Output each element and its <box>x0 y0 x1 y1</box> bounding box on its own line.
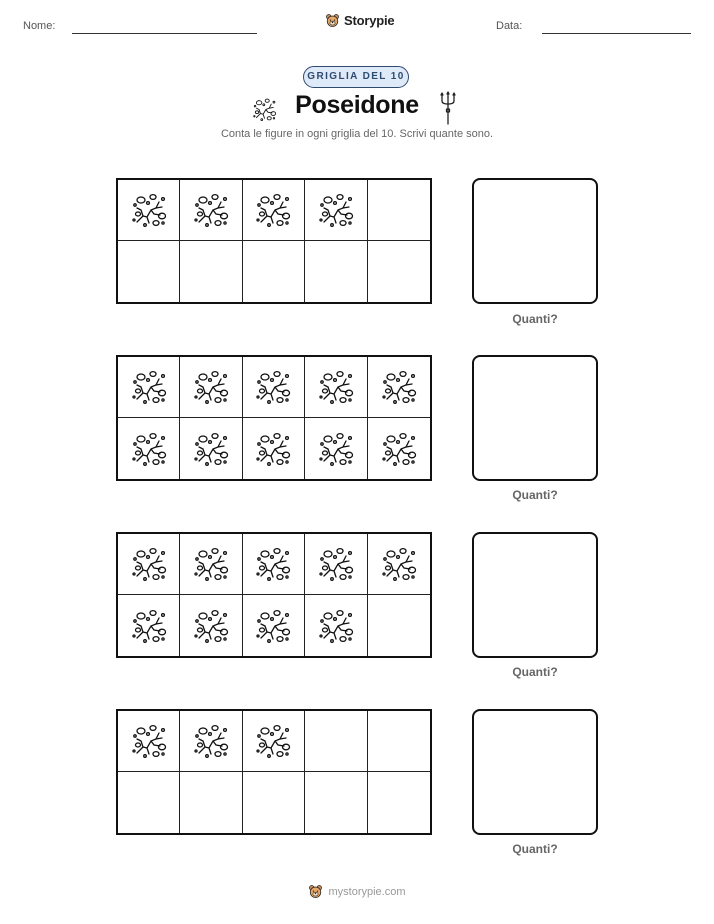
ten-frame-cell <box>118 534 180 595</box>
ten-frame-cell <box>180 595 242 656</box>
ten-frame-cell <box>305 241 367 302</box>
cracked-rock-icon <box>253 367 293 407</box>
answer-box-4[interactable] <box>472 709 598 835</box>
cracked-rock-icon <box>379 429 419 469</box>
cracked-rock-icon <box>253 429 293 469</box>
ten-frame-cell <box>180 241 242 302</box>
ten-frame-cell <box>305 357 367 418</box>
ten-frame-cell <box>368 418 430 479</box>
ten-frame-cell <box>368 595 430 656</box>
ten-frame-4 <box>116 709 432 835</box>
ten-frame-1 <box>116 178 432 304</box>
worksheet-type-badge: GRIGLIA DEL 10 <box>303 66 409 88</box>
title-row <box>0 91 714 125</box>
ten-frame-cell <box>368 711 430 772</box>
ten-frame-cell <box>243 180 305 241</box>
page-title: Poseidone <box>295 91 419 119</box>
cracked-rock-icon <box>316 367 356 407</box>
ten-frame-cell <box>118 180 180 241</box>
cracked-rock-icon <box>316 190 356 230</box>
ten-frame-2 <box>116 355 432 481</box>
instructions: Conta le figure in ogni griglia del 10. Scrivi quante sono. <box>220 128 494 140</box>
cracked-rock-icon <box>191 190 231 230</box>
storypie-bear-icon <box>308 884 323 899</box>
answer-box-2[interactable] <box>472 355 598 481</box>
ten-frame-cell <box>368 534 430 595</box>
ten-frame-cell <box>180 711 242 772</box>
cracked-rock-icon <box>191 721 231 761</box>
footer-url: mystorypie.com <box>328 885 406 898</box>
brand-logo <box>325 13 394 28</box>
ten-frame-cell <box>180 418 242 479</box>
ten-frame-cell <box>243 357 305 418</box>
cracked-rock-icon <box>253 606 293 646</box>
ten-frame-cell <box>368 180 430 241</box>
answer-label-1: Quanti? <box>512 312 558 326</box>
cracked-rock-icon <box>191 606 231 646</box>
ten-frame-cell <box>180 357 242 418</box>
cracked-rock-icon <box>129 190 169 230</box>
cracked-rock-icon <box>253 544 293 584</box>
cracked-rock-icon <box>316 544 356 584</box>
ten-frame-cell <box>118 241 180 302</box>
ten-frame-3 <box>116 532 432 658</box>
cracked-rock-icon <box>316 606 356 646</box>
ten-frame-cell <box>305 534 367 595</box>
cracked-rock-icon <box>253 721 293 761</box>
cracked-rock-icon <box>129 544 169 584</box>
ten-frame-cell <box>243 241 305 302</box>
date-label: Data: <box>496 20 523 32</box>
date-field[interactable] <box>542 33 691 34</box>
cracked-rock-icon <box>253 190 293 230</box>
cracked-rock-icon <box>129 429 169 469</box>
ten-frame-cell <box>118 711 180 772</box>
ten-frame-cell <box>243 595 305 656</box>
trident-icon <box>440 91 456 125</box>
ten-frame-cell <box>305 595 367 656</box>
ten-frame-cell <box>305 711 367 772</box>
ten-frame-cell <box>118 595 180 656</box>
cracked-rock-icon <box>129 721 169 761</box>
name-field[interactable] <box>72 33 257 34</box>
cracked-rock-icon <box>191 367 231 407</box>
cracked-rock-icon <box>129 606 169 646</box>
ten-frame-cell <box>243 534 305 595</box>
answer-box-3[interactable] <box>472 532 598 658</box>
answer-label-4: Quanti? <box>512 842 558 856</box>
ten-frame-cell <box>368 241 430 302</box>
ten-frame-cell <box>243 711 305 772</box>
ten-frame-cell <box>243 772 305 833</box>
answer-label-2: Quanti? <box>512 488 558 502</box>
cracked-rock-icon <box>379 367 419 407</box>
storypie-bear-icon <box>325 13 340 28</box>
ten-frame-cell <box>243 418 305 479</box>
ten-frame-cell <box>118 357 180 418</box>
cracked-rock-icon <box>316 429 356 469</box>
ten-frame-cell <box>305 772 367 833</box>
cracked-rock-icon <box>379 544 419 584</box>
ten-frame-cell <box>368 357 430 418</box>
ten-frame-cell <box>180 772 242 833</box>
cracked-rock-icon <box>129 367 169 407</box>
ten-frame-cell <box>368 772 430 833</box>
ten-frame-cell <box>118 418 180 479</box>
answer-box-1[interactable] <box>472 178 598 304</box>
name-label: Nome: <box>23 20 56 32</box>
ten-frame-cell <box>305 180 367 241</box>
ten-frame-cell <box>180 180 242 241</box>
ten-frame-cell <box>305 418 367 479</box>
ten-frame-cell <box>180 534 242 595</box>
cracked-rock-icon <box>191 544 231 584</box>
answer-label-3: Quanti? <box>512 665 558 679</box>
brand-text: Storypie <box>344 13 395 28</box>
cracked-rock-icon <box>191 429 231 469</box>
footer <box>0 884 714 899</box>
ten-frame-cell <box>118 772 180 833</box>
